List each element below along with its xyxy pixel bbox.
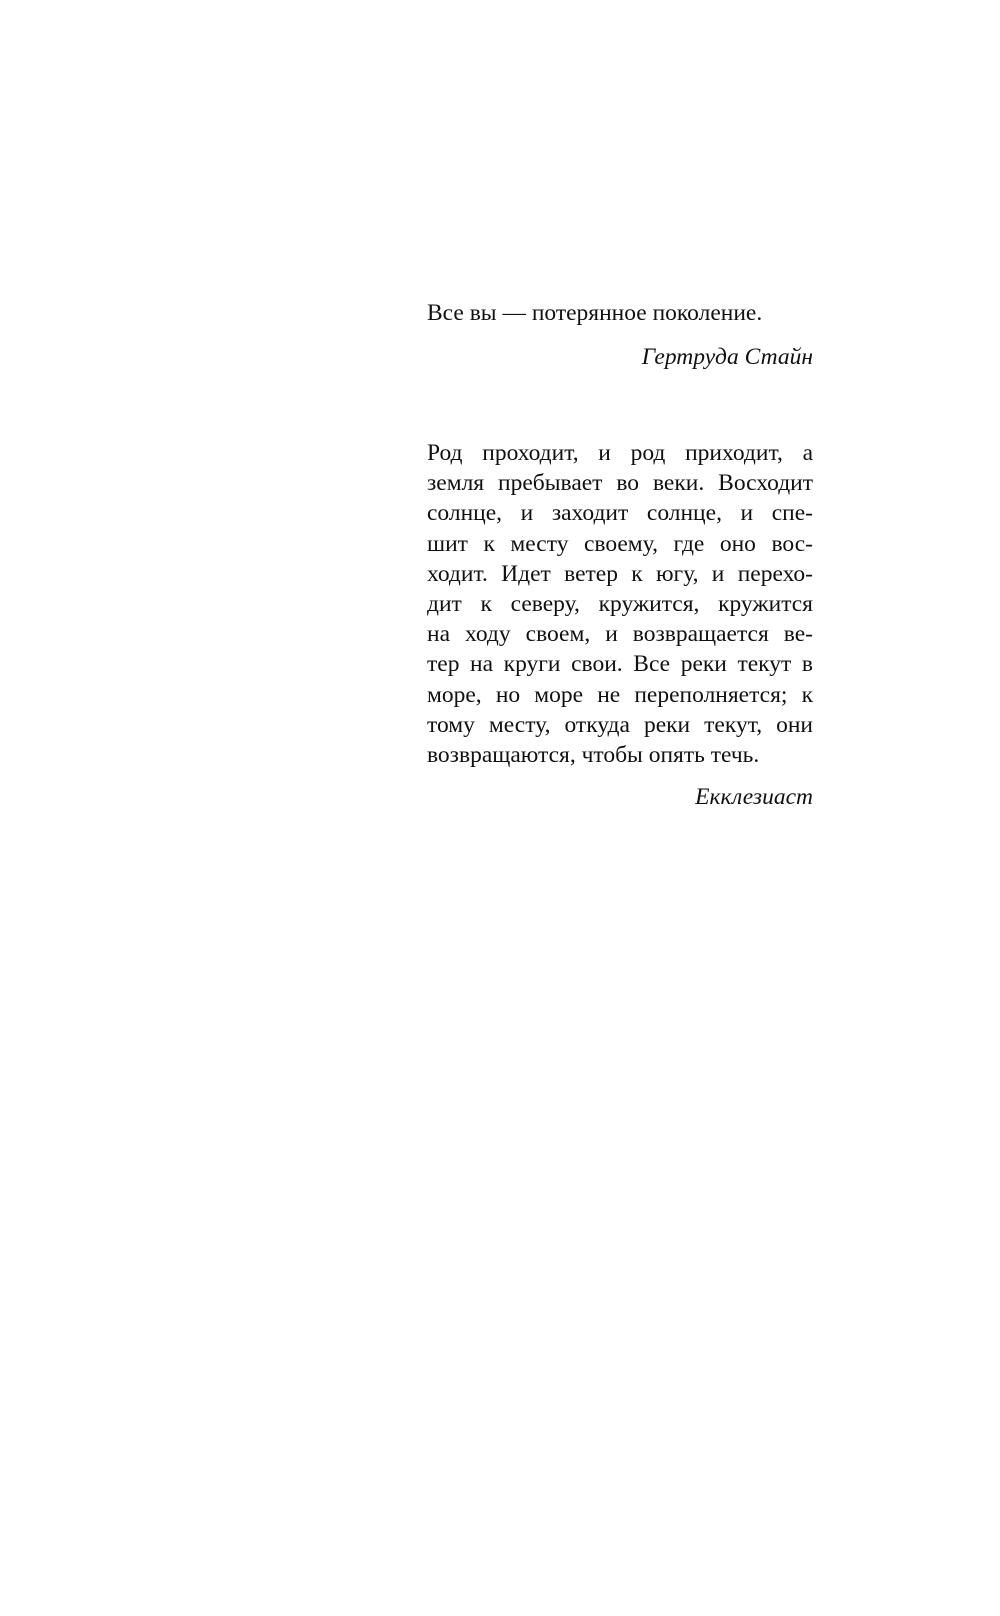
quote-line: шит к месту своему, где оно вос- bbox=[427, 530, 813, 557]
epigraph-ecclesiastes bbox=[427, 438, 813, 812]
quote-line: Все вы — потерянное поколение. bbox=[427, 300, 763, 326]
quote-line: дит к северу, кружится, кружится bbox=[427, 591, 813, 618]
quote-line: море, но море не переполняется; к bbox=[427, 681, 813, 708]
epigraph-quote bbox=[427, 438, 813, 770]
quote-line: возвращаются, чтобы опять течь. bbox=[427, 742, 760, 769]
quote-line: Род проходит, и род приходит, а bbox=[427, 440, 813, 466]
epigraph-attribution: Екклезиаст bbox=[695, 784, 813, 811]
quote-line: солнце, и заходит солнце, и спе- bbox=[427, 500, 813, 527]
quote-line: тер на круги свои. Все реки текут в bbox=[427, 651, 813, 678]
epigraph-quote bbox=[427, 298, 813, 328]
quote-line: земля пребывает во веки. Восходит bbox=[427, 470, 813, 497]
quote-line: на ходу своем, и возвращается ве- bbox=[427, 621, 813, 648]
quote-line: ходит. Идет ветер к югу, и перехо- bbox=[427, 560, 813, 587]
epigraph-stein bbox=[427, 298, 813, 372]
quote-line: тому месту, откуда реки текут, они bbox=[427, 711, 813, 738]
epigraph-attribution: Гертруда Стайн bbox=[641, 344, 813, 371]
